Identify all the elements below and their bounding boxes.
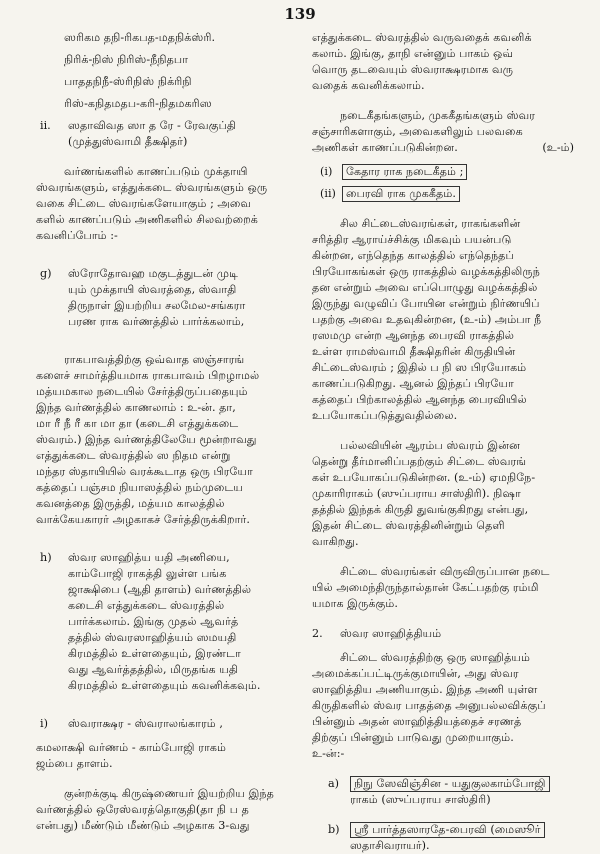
item-ii — [36, 118, 302, 150]
item-marker: a) — [328, 777, 340, 790]
item-marker: h) — [40, 551, 52, 564]
boxed-item: (i) கேதார ராக நடைகீதம் ; — [312, 164, 574, 180]
section-number: 2. — [312, 627, 323, 640]
example-b: b) ஸ்ரீ பார்த்தஸாரதே-பைரவி (மைஸூர் ஸதாசிவராயர்). — [312, 822, 574, 854]
paragraph: கமலாக்ஷி வர்ணம் - காம்போஜி ராகம் ஜம்பை தாளம். — [36, 741, 226, 770]
item-ii-composer: (முத்துஸ்வாமி தீக்ஷிதர்) — [68, 135, 188, 148]
item-marker: ii. — [40, 119, 51, 132]
item-i-heading: ஸ்வராக்ஷர - ஸ்வராலங்காரம் , — [68, 717, 223, 730]
paragraph: சிட்டை ஸ்வரத்திற்கு ஒரு ஸாஹித்யம் அமைக்கப்பட்டிருக்குமாயின், அது ஸ்வர ஸாஹித்திய அணியாகும். இந்த அணி யுள்ள கிருதிகளில் ஸ்வர பாதத்தை அனுபல்லவிக்குப் பின்னும் அதன் ஸாஹித்தியத்தைச் சரணத் திற்குப் பின்னும் பாடுவது முறையாகும். உ-ன்:- — [312, 651, 546, 760]
page-number: 139 — [284, 5, 316, 23]
example-note: (உ-ம்) — [542, 141, 574, 154]
paragraph: நடைகீதங்களும், முககீதங்களும் ஸ்வர சஞ்சாரிகளாகும், அவைகளிலும் பலவகை அணிகள் காணப்படுகின்றன. (உ-ம்) — [312, 109, 574, 154]
item-marker: b) — [328, 823, 340, 836]
item-g: g) ஸ்ரோதோவஹ மகுடத்துடன் முடி யும் முக்தாயி ஸ்வரத்தை, ஸ்வாதி திருநாள் இயற்றிய சலமேல-சங்கரா பரண ராக வர்ணத்தில் பார்க்கலாம், — [40, 267, 246, 328]
paragraph: எத்துக்கடை ஸ்வரத்தில் வருவதைக் கவனிக் கலாம். இங்கு, தாநி என்னும் பாகம் ஒவ் வொரு தடவையும் ஸ்வராக்ஷரமாக வரு வதைக் கவனிக்கலாம். — [312, 31, 532, 92]
boxed-text: பைரவி ராக முககீதம். — [342, 186, 460, 202]
item-h: h) ஸ்வர ஸாஹித்ய யதி அணியை, காம்போஜி ராகத்தி லுள்ள பங்க ஜாக்ஷிபை (ஆதி தாளம்) வர்ணத்தில் கடைசி எத்துக்கடை ஸ்வரத்தில் பார்க்கலாம். இங்கு முதல் ஆவர்த் தத்தில் ஸ்வரஸாஹித்யம் ஸமயதி கிரமத்தில் உள்ளதையும், இரண்டா வது ஆவர்த்தத்தில், மிருதங்க யதி கிரமத்தில் உள்ளதையும் கவனிக்கவும். — [40, 551, 261, 692]
paragraph: வர்ணங்களில் காணப்படும் முக்தாயி ஸ்வரங்களும், எத்துக்கடை ஸ்வரங்களும் ஒரு வகை சிட்டை ஸ்வரங்களேயாகும் ; அவை களில் காணப்படும் அணிகளில் சிலவற்றைக் கவனிப்போம் :- — [36, 165, 268, 242]
item-marker: i) — [40, 717, 48, 730]
paragraph: குன்றக்குடி கிருஷ்ணையர் இயற்றிய இந்த வர்ணத்தில் ஒரேஸ்வரத்தொகுதி(தா நி ப த என்பது) மீண்டும் மீண்டும் அழகாக 3-வது — [36, 787, 274, 832]
boxed-item: (ii) பைரவி ராக முககீதம். — [312, 186, 574, 202]
paragraph: சில சிட்டைஸ்வரங்கள், ராகங்களின் சரித்திர ஆராய்ச்சிக்கு மிகவும் பயன்படு கின்றன, எந்தெந்த காலத்தில் எந்தெந்தப் பிரயோகங்கள் ஒரு ராகத்தில் வழக்கத்திலிருந் தன என்றும் அவை எப்பொழுது வழக்கத்தில் இருந்து வழுவிப் போயின என்றும் நிர்ணயிப் பதற்கு அவை உதவுகின்றன, (உ-ம்) அம்பா நீ ரஸமமு என்ற ஆனந்த பைரவி ராகத்தில் உள்ள ராமஸ்வாமி தீக்ஷிதரின் கிருதியின் சிட்டைஸ்வரம் ; இதில் ப நி ஸ பிரயோகம் காணப்படுகிறது. ஆனல் இந்தப் பிரயோ கத்தைப் பிற்காலத்தில் ஆனந்த பைரவியில் உபயோகப்படுத்துவதில்லை. — [312, 217, 542, 422]
svara-notation — [36, 30, 302, 112]
notation-line: ஸரிகம தநி-ரிகபத-மதநிக்ஸ்ரி. — [64, 31, 216, 44]
item-i — [36, 716, 302, 732]
paragraph: பல்லவியின் ஆரம்ப ஸ்வரம் இன்ன தென்று தீர்மானிப்பதற்கும் சிட்டை ஸ்வரங் கள் உபயோகப்படுகின்றன. (உ-ம்) ஏமநிநே- முகாரிராகம் (ஸுப்பராய சாஸ்திரி). நிஷா தத்தில் இந்தக் கிருதி துவங்குகிறது என்பது, இதன் சிட்டை ஸ்வரத்தினின்றும் தெளி வாகிறது. — [312, 439, 536, 548]
paragraph: சிட்டை ஸ்வரங்கள் விருவிருப்பான நடை யில் அமைந்திருந்தால்தான் கேட்பதற்கு ரம்மி யமாக இருக்கும். — [312, 565, 550, 610]
section-heading — [312, 626, 574, 642]
section-title: ஸ்வர ஸாஹித்தியம் — [340, 627, 442, 640]
notation-line: ரிஸ்-கநிதமதப-கரி-நிதமகரிஸ — [64, 97, 212, 110]
boxed-text: நிநு ஸேவிஞ்சின - யதுகுலகாம்போஜி — [350, 776, 550, 792]
notation-line: பாததநிநீ-ஸ்ரிநிஸ் நிக்ரிநி — [64, 75, 192, 88]
example-a: a) நிநு ஸேவிஞ்சின - யதுகுலகாம்போஜி ராகம் (ஸுப்பராய சாஸ்திரி) — [312, 776, 574, 808]
right-column — [312, 30, 574, 854]
paragraph: ராகபாவத்திற்கு ஒவ்வாத ஸஞ்சாரங் களைச் சாமர்த்தியமாக ராகபாவம் பிறழாமல் மத்யமகால நடையில் சேர்த்திருப்பதையும் இந்த வர்ணத்தில் காணலாம் : உ-ன். தா, மா ரீ நீ ரீ கா மா தா (கடைசி எத்துக்கடை ஸ்வரம்.) இந்த வர்ணத்திலேயே மூன்றாவது எத்துக்கடை ஸ்வரத்தில் ஸ நிதம என்று மந்தர ஸ்தாயியில் வரக்கூடாத ஒரு பிரயோ கத்தைப் பஞ்சம நியாஸத்தில் நம்முடைய கவனத்தை இருத்தி, மத்யம காலத்தில் வாக்கேயகாரர் அழகாகச் சேர்த்திருக்கிறார். — [36, 353, 260, 526]
item-ii-title: ஸதாவிவத ஸா த ரே - ரேவகுப்தி — [68, 119, 237, 132]
boxed-text: ஸ்ரீ பார்த்தஸாரதே-பைரவி (மைஸூர் — [350, 822, 545, 838]
left-column — [36, 30, 302, 834]
boxed-text: கேதார ராக நடைகீதம் ; — [342, 164, 467, 180]
notation-line: நிரிக்-நிஸ் நிரிஸ்-நீநிதபா — [64, 53, 189, 66]
item-marker: g) — [40, 267, 52, 280]
